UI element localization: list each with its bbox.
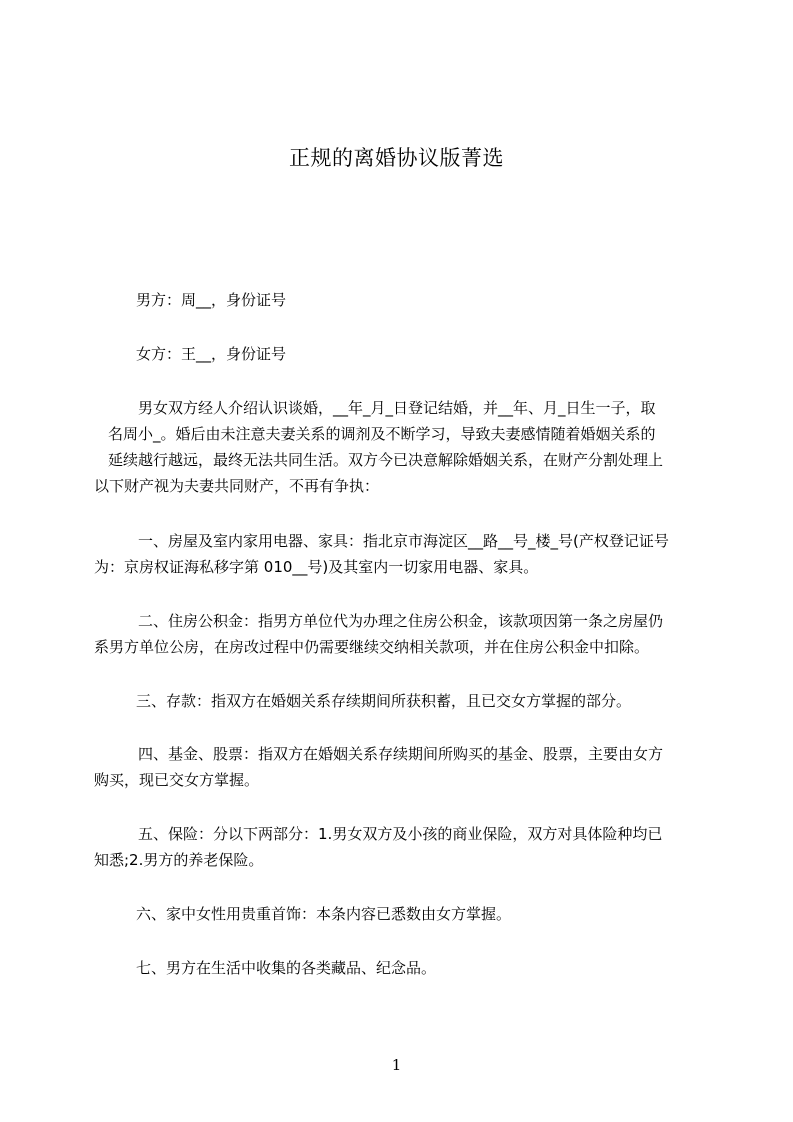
text-line: 男女双方经人介绍认识谈婚，__年_月_日登记结婚，并__年、月_日生一子，取 [138, 399, 656, 417]
paragraph-item-7 [136, 955, 758, 981]
paragraph-wife [136, 341, 758, 367]
paragraph-item-4 [94, 741, 716, 793]
paragraph-item-3 [136, 688, 758, 714]
paragraph-item-2 [94, 608, 716, 660]
text-line: 延续越行越远，最终无法共同生活。双方今已决意解除婚姻关系，在财产分割处理上 [108, 451, 664, 469]
text-line: 购买，现已交女方掌握。 [94, 771, 260, 789]
text-line: 女方：王__，身份证号 [136, 345, 287, 363]
text-line: 三、存款：指双方在婚姻关系存续期间所获积蓄，且已交女方掌握的部分。 [136, 692, 632, 710]
document-title: 正规的离婚协议版菁选 [289, 146, 504, 170]
text-line: 七、男方在生活中收集的各类藏品、纪念品。 [136, 959, 437, 977]
text-line: 名周小_。婚后由未注意夫妻关系的调剂及不断学习，导致夫妻感情随着婚姻关系的 [108, 425, 656, 443]
paragraph-item-1 [94, 528, 716, 580]
text-line: 六、家中女性用贵重首饰：本条内容已悉数由女方掌握。 [136, 905, 512, 923]
text-line: 为：京房权证海私移字第 010__号)及其室内一切家用电器、家具。 [94, 558, 539, 576]
text-line: 五、保险：分以下两部分：1.男女双方及小孩的商业保险，双方对具体险种均已 [138, 825, 663, 843]
text-line: 知悉;2.男方的养老保险。 [94, 851, 264, 869]
paragraph-husband [136, 287, 758, 313]
text-line: 二、住房公积金：指男方单位代为办理之住房公积金，该款项因第一条之房屋仍 [138, 612, 664, 630]
paragraph-intro [94, 395, 716, 499]
paragraph-item-5 [94, 821, 716, 873]
text-line: 男方：周__，身份证号 [136, 291, 287, 309]
text-line: 一、房屋及室内家用电器、家具：指北京市海淀区__路__号_楼_号(产权登记证号 [138, 532, 669, 550]
page-number: 1 [391, 1056, 402, 1074]
paragraph-item-6 [136, 901, 758, 927]
text-line: 系男方单位公房，在房改过程中仍需要继续交纳相关款项，并在住房公积金中扣除。 [94, 638, 650, 656]
text-line: 四、基金、股票：指双方在婚姻关系存续期间所购买的基金、股票，主要由女方 [138, 745, 664, 763]
text-line: 以下财产视为夫妻共同财产，不再有争执： [94, 477, 380, 495]
